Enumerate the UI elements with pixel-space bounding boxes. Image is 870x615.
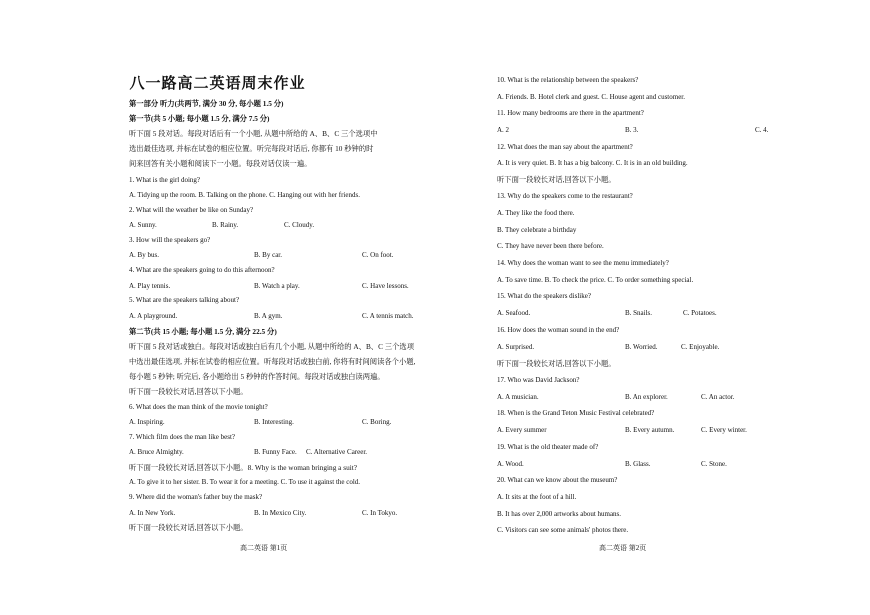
option-c: C. An actor. <box>701 393 735 401</box>
option-b: B. A gym. <box>254 312 283 320</box>
option-a: A. Inspiring. <box>129 418 165 426</box>
option-c: C. They have never been there before. <box>497 242 604 250</box>
listening-note: 听下面一段较长对话,回答以下小题。 <box>129 387 248 396</box>
question-11: 11. How many bedrooms are there in the apartment? <box>497 109 644 117</box>
instruction-line: 间来回答有关小题和阅读下一小题。每段对话仅读一遍。 <box>129 159 312 168</box>
page-right <box>435 0 870 615</box>
option-c: C. Enjoyable. <box>681 343 720 351</box>
option-a: A. Seafood. <box>497 309 531 317</box>
option-b: B. In Mexico City. <box>254 509 307 517</box>
page-footer: 高二英语 第2页 <box>599 544 647 552</box>
question-18: 18. When is the Grand Teton Music Festival celebrated? <box>497 409 655 417</box>
option-c: C. Boring. <box>362 418 392 426</box>
section-heading: 第一节(共 5 小题; 每小题 1.5 分, 满分 7.5 分) <box>129 114 270 123</box>
option-b: B. Rainy. <box>212 221 239 229</box>
question-7: 7. Which film does the man like best? <box>129 433 236 441</box>
option-c: C. Have lessons. <box>362 282 409 290</box>
section-heading: 第二节(共 15 小题; 每小题 1.5 分, 满分 22.5 分) <box>129 327 277 336</box>
option-b: B. Watch a play. <box>254 282 300 290</box>
option-b: B. They celebrate a birthday <box>497 226 577 234</box>
instruction-line: 中选出最佳选项, 并标在试卷的相应位置。听每段对话或独白前, 你将有时间阅读各个小题, <box>129 357 416 366</box>
option-a: A. Sunny. <box>129 221 157 229</box>
option-b: B. By car. <box>254 251 282 259</box>
question-19: 19. What is the old theater made of? <box>497 443 599 451</box>
option-c: C. Cloudy. <box>284 221 315 229</box>
question-14-options: A. To save time. B. To check the price. C. To order something special. <box>497 276 694 284</box>
option-a: A. Wood. <box>497 460 524 468</box>
part-heading: 第一部分 听力(共两节, 满分 30 分, 每小题 1.5 分) <box>129 99 284 108</box>
page-footer: 高二英语 第1页 <box>240 544 288 552</box>
option-c: C. 4. <box>755 126 769 134</box>
option-c: C. Every winter. <box>701 426 747 434</box>
question-20: 20. What can we know about the museum? <box>497 476 618 484</box>
listening-note: 听下面一段较长对话,回答以下小题。 <box>497 175 616 184</box>
option-a: A. In New York. <box>129 509 176 517</box>
option-a: A. Surprised. <box>497 343 535 351</box>
question-14: 14. Why does the woman want to see the menu immediately? <box>497 259 669 267</box>
option-b: B. It has over 2,000 artworks about humans. <box>497 510 622 518</box>
option-c: C. A tennis match. <box>362 312 414 320</box>
listening-note: 听下面一段较长对话,回答以下小题。8. Why is the woman bringing a suit? <box>129 463 358 472</box>
question-13: 13. Why do the speakers come to the restaurant? <box>497 192 633 200</box>
question-6: 6. What does the man think of the movie tonight? <box>129 403 268 411</box>
option-b: B. Glass. <box>625 460 651 468</box>
question-15: 15. What do the speakers dislike? <box>497 292 591 300</box>
option-a: A. A playground. <box>129 312 178 320</box>
option-c: C. On foot. <box>362 251 394 259</box>
question-1-options: A. Tidying up the room. B. Talking on the phone. C. Hanging out with her friends. <box>129 191 360 199</box>
page-title: 八一路高二英语周末作业 <box>129 76 306 92</box>
question-10: 10. What is the relationship between the speakers? <box>497 76 639 84</box>
question-4: 4. What are the speakers going to do this afternoon? <box>129 266 275 274</box>
question-12: 12. What does the man say about the apartment? <box>497 143 633 151</box>
question-2: 2. What will the weather be like on Sunday? <box>129 206 254 214</box>
option-a: A. Bruce Almighty. <box>129 448 184 456</box>
option-b: B. Funny Face. <box>254 448 297 456</box>
question-17: 17. Who was David Jackson? <box>497 376 580 384</box>
option-c: C. Potatoes. <box>683 309 717 317</box>
option-a: A. It sits at the foot of a hill. <box>497 493 577 501</box>
instruction-line: 听下面 5 段对话。每段对话后有一个小题, 从题中所给的 A、B、C 三个选项中 <box>129 129 378 138</box>
option-a: A. Every summer <box>497 426 547 434</box>
listening-note: 听下面一段较长对话,回答以下小题。 <box>129 523 248 532</box>
instruction-line: 每小题 5 秒钟; 听完后, 各小题给出 5 秒钟的作答时间。每段对话或独白读两遍。 <box>129 372 385 381</box>
option-c: C. Alternative Career. <box>306 448 368 456</box>
question-9: 9. Where did the woman's father buy the mask? <box>129 493 263 501</box>
option-c: C. In Tokyo. <box>362 509 398 517</box>
question-16: 16. How does the woman sound in the end? <box>497 326 620 334</box>
option-a: A. By bus. <box>129 251 159 259</box>
option-b: B. Snails. <box>625 309 653 317</box>
listening-note: 听下面一段较长对话,回答以下小题。 <box>497 359 616 368</box>
option-b: B. Every autumn. <box>625 426 675 434</box>
option-c: C. Stone. <box>701 460 727 468</box>
option-b: B. Interesting. <box>254 418 294 426</box>
option-c: C. Visitors can see some animals' photos there. <box>497 526 629 534</box>
instruction-line: 选出最佳选项, 并标在试卷的相应位置。听完每段对话后, 你都有 10 秒钟的时 <box>129 144 374 153</box>
question-1: 1. What is the girl doing? <box>129 176 201 184</box>
instruction-line: 听下面 5 段对话或独白。每段对话或独白后有几个小题, 从题中所给的 A、B、C 三个选项 <box>129 342 414 351</box>
question-12-options: A. It is very quiet. B. It has a big balcony. C. It is in an old building. <box>497 159 688 167</box>
option-a: A. 2 <box>497 126 510 134</box>
question-5: 5. What are the speakers talking about? <box>129 296 240 304</box>
option-a: A. A musician. <box>497 393 539 401</box>
option-b: B. 3. <box>625 126 639 134</box>
question-3: 3. How will the speakers go? <box>129 236 211 244</box>
option-a: A. They like the food there. <box>497 209 575 217</box>
option-a: A. Play tennis. <box>129 282 171 290</box>
option-b: B. Worried. <box>625 343 658 351</box>
question-10-options: A. Friends. B. Hotel clerk and guest. C. House agent and customer. <box>497 93 685 101</box>
option-b: B. An explorer. <box>625 393 668 401</box>
question-8-options: A. To give it to her sister. B. To wear it for a meeting. C. To use it against the cold. <box>129 478 361 486</box>
